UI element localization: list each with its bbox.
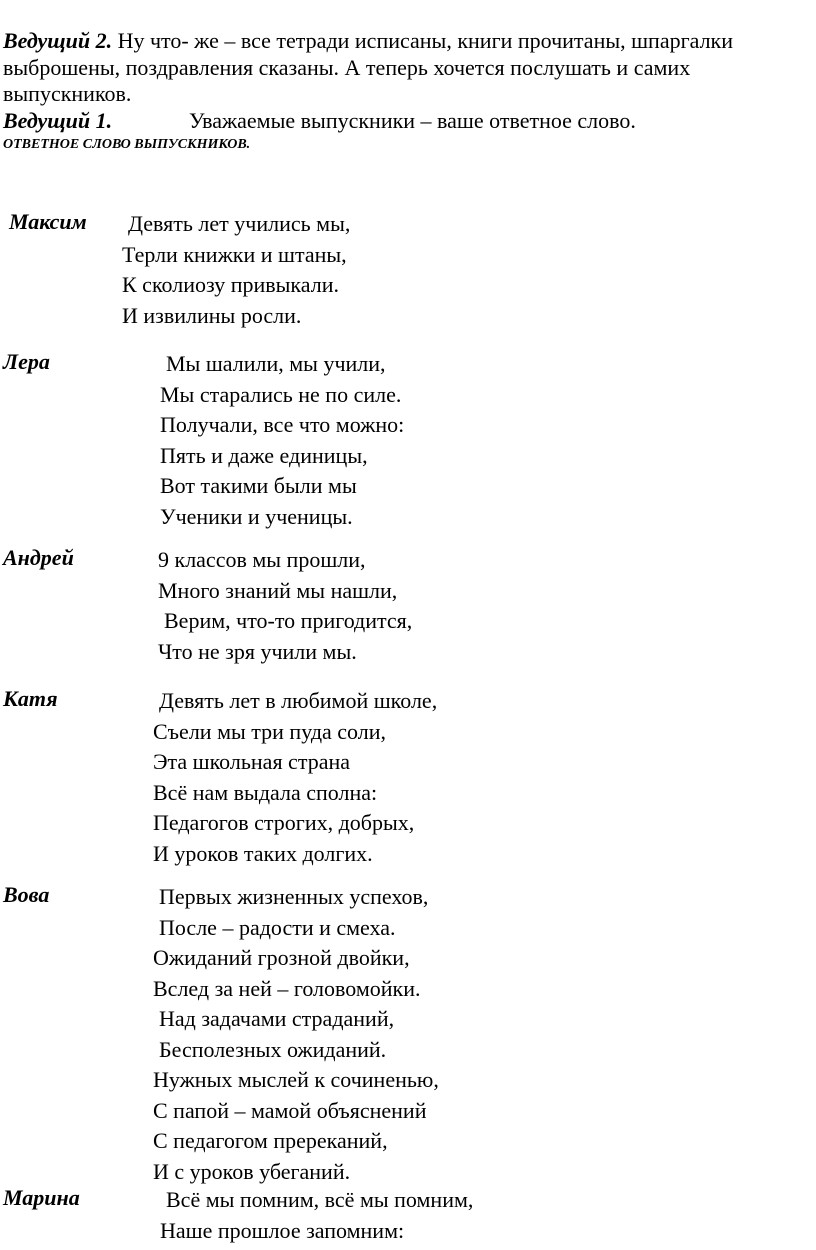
host1-text: Уважаемые выпускники – ваше ответное слово. [189,107,636,133]
speaker-name: Марина [3,1185,80,1210]
verse [153,882,439,1187]
verse-line: Над задачами страданий, [159,1006,395,1031]
host1-paragraph [3,108,809,135]
host2-text: Ну что- же – все тетради исписаны, книги прочитаны, шпаргалки выброшены, поздравления сказаны. А теперь хочется послушать и самих выпускников. [3,28,734,106]
verse-line: Мы старались не по силе. [160,381,402,407]
section-heading: ОТВЕТНОЕ СЛОВО ВЫПУСКНИКОВ. [3,137,251,152]
host2-label: Ведущий 2. [3,28,113,53]
speaker-name: Катя [3,686,58,711]
verse [160,1185,473,1246]
verse-line: Съели мы три пуда соли, [153,718,386,744]
verse-line: И с уроков убеганий. [153,1158,351,1184]
verse-line: И уроков таких долгих. [153,840,373,866]
verse [158,545,412,667]
host2-paragraph [3,28,809,108]
verse-line: Первых жизненных успехов, [159,884,429,909]
verse-line: Верим, что-то пригодится, [164,608,413,633]
verse-line: Получали, все что можно: [160,412,405,437]
speaker-name: Лера [3,349,50,374]
verse-line: Что не зря учили мы. [158,638,357,664]
verse [160,349,404,532]
verse [122,209,350,331]
verse-line: Вслед за ней – головомойки. [153,975,421,1001]
verse-line: С папой – мамой объяснений [153,1097,427,1123]
verse-line: Наше прошлое запомним: [160,1217,405,1243]
intro-section [3,28,809,155]
verse-line: Ученики и ученицы. [160,503,353,529]
verse-line: Мы шалили, мы учили, [166,351,386,376]
verse-line: После – радости и смеха. [159,914,396,940]
verse-line: Эта школьная страна [153,749,351,774]
verse-line: Вот такими были мы [160,473,357,498]
verse-line: Нужных мыслей к сочиненью, [153,1067,439,1092]
verse-line: Терли книжки и штаны, [122,241,347,267]
verse-line: Всё мы помним, всё мы помним, [166,1187,474,1212]
verse [153,686,437,869]
speaker-name: Андрей [3,545,74,570]
verse-line: Бесполезных ожиданий. [159,1036,387,1062]
verse-line: Девять лет в любимой школе, [159,688,438,713]
verse-line: И извилины росли. [122,302,302,328]
verse-line: Много знаний мы нашли, [158,577,398,603]
verse-line: Всё нам выдала сполна: [153,779,378,805]
verse-line: Пять и даже единицы, [160,442,368,468]
verse-line: Педагогов строгих, добрых, [153,810,415,835]
verse-line: С педагогом пререканий, [153,1128,388,1153]
verse-line: К сколиозу привыкали. [122,272,339,297]
speaker-name: Вова [3,882,50,907]
speaker-name: Максим [9,209,87,234]
verse-line: 9 классов мы прошли, [158,547,366,572]
verse-line: Ожиданий грозной двойки, [153,945,410,970]
host1-label: Ведущий 1. [3,107,113,133]
verse-line: Девять лет учились мы, [128,211,351,236]
